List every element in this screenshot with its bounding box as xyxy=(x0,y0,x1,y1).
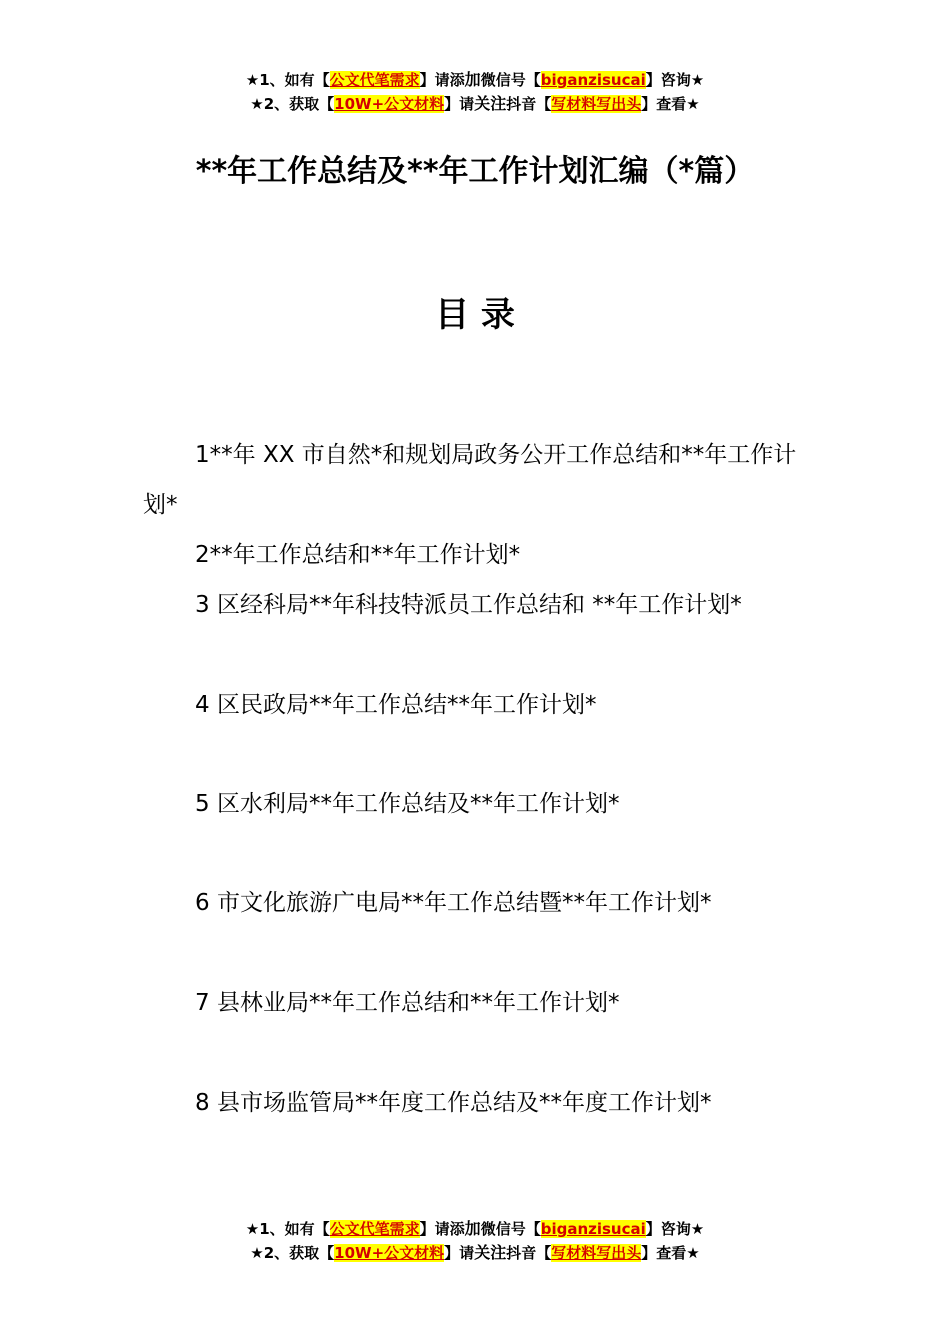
toc-item: 1**年 XX 市自然*和规划局政务公开工作总结和**年工作计划* xyxy=(143,442,797,518)
banner-line-1: ★1、如有【公文代笔需求】请添加微信号【biganzisucai】咨询★ xyxy=(245,1219,705,1238)
toc-item: 3 区经科局**年科技特派员工作总结和 **年工作计划* xyxy=(195,592,742,618)
highlight-wechat-id: biganzisucai xyxy=(540,1220,646,1238)
star-icon: ★ xyxy=(686,1244,700,1262)
toc-item: 7 县林业局**年工作总结和**年工作计划* xyxy=(195,990,620,1016)
toc-item: 4 区民政局**年工作总结**年工作计划* xyxy=(195,692,597,718)
star-icon: ★ xyxy=(686,95,700,113)
banner-line-1: ★1、如有【公文代笔需求】请添加微信号【biganzisucai】咨询★ xyxy=(245,70,705,89)
toc-heading: 目 录 xyxy=(435,295,515,335)
highlight-douyin-account: 写材料写出头 xyxy=(551,1244,642,1262)
document-title: **年工作总结及**年工作计划汇编（*篇） xyxy=(195,154,755,189)
banner-line-2: ★2、获取【10W+公文材料】请关注抖音【写材料写出头】查看★ xyxy=(250,1243,700,1262)
highlight-materials: 10W+公文材料 xyxy=(334,95,445,113)
toc-item: 2**年工作总结和**年工作计划* xyxy=(195,542,521,568)
toc-item: 6 市文化旅游广电局**年工作总结暨**年工作计划* xyxy=(195,890,712,916)
toc-item: 8 县市场监管局**年度工作总结及**年度工作计划* xyxy=(195,1090,712,1116)
top-banner xyxy=(0,68,950,116)
star-icon: ★ xyxy=(245,71,260,89)
highlight-materials: 10W+公文材料 xyxy=(334,1244,445,1262)
star-icon: ★ xyxy=(690,71,705,89)
star-icon: ★ xyxy=(245,1220,260,1238)
banner-line-2: ★2、获取【10W+公文材料】请关注抖音【写材料写出头】查看★ xyxy=(250,94,700,113)
highlight-douyin-account: 写材料写出头 xyxy=(551,95,642,113)
star-icon: ★ xyxy=(250,1244,264,1262)
star-icon: ★ xyxy=(250,95,264,113)
highlight-service: 公文代笔需求 xyxy=(329,71,420,89)
bottom-banner xyxy=(0,1217,950,1265)
star-icon: ★ xyxy=(690,1220,705,1238)
highlight-service: 公文代笔需求 xyxy=(329,1220,420,1238)
toc-item: 5 区水利局**年工作总结及**年工作计划* xyxy=(195,791,620,817)
highlight-wechat-id: biganzisucai xyxy=(540,71,646,89)
